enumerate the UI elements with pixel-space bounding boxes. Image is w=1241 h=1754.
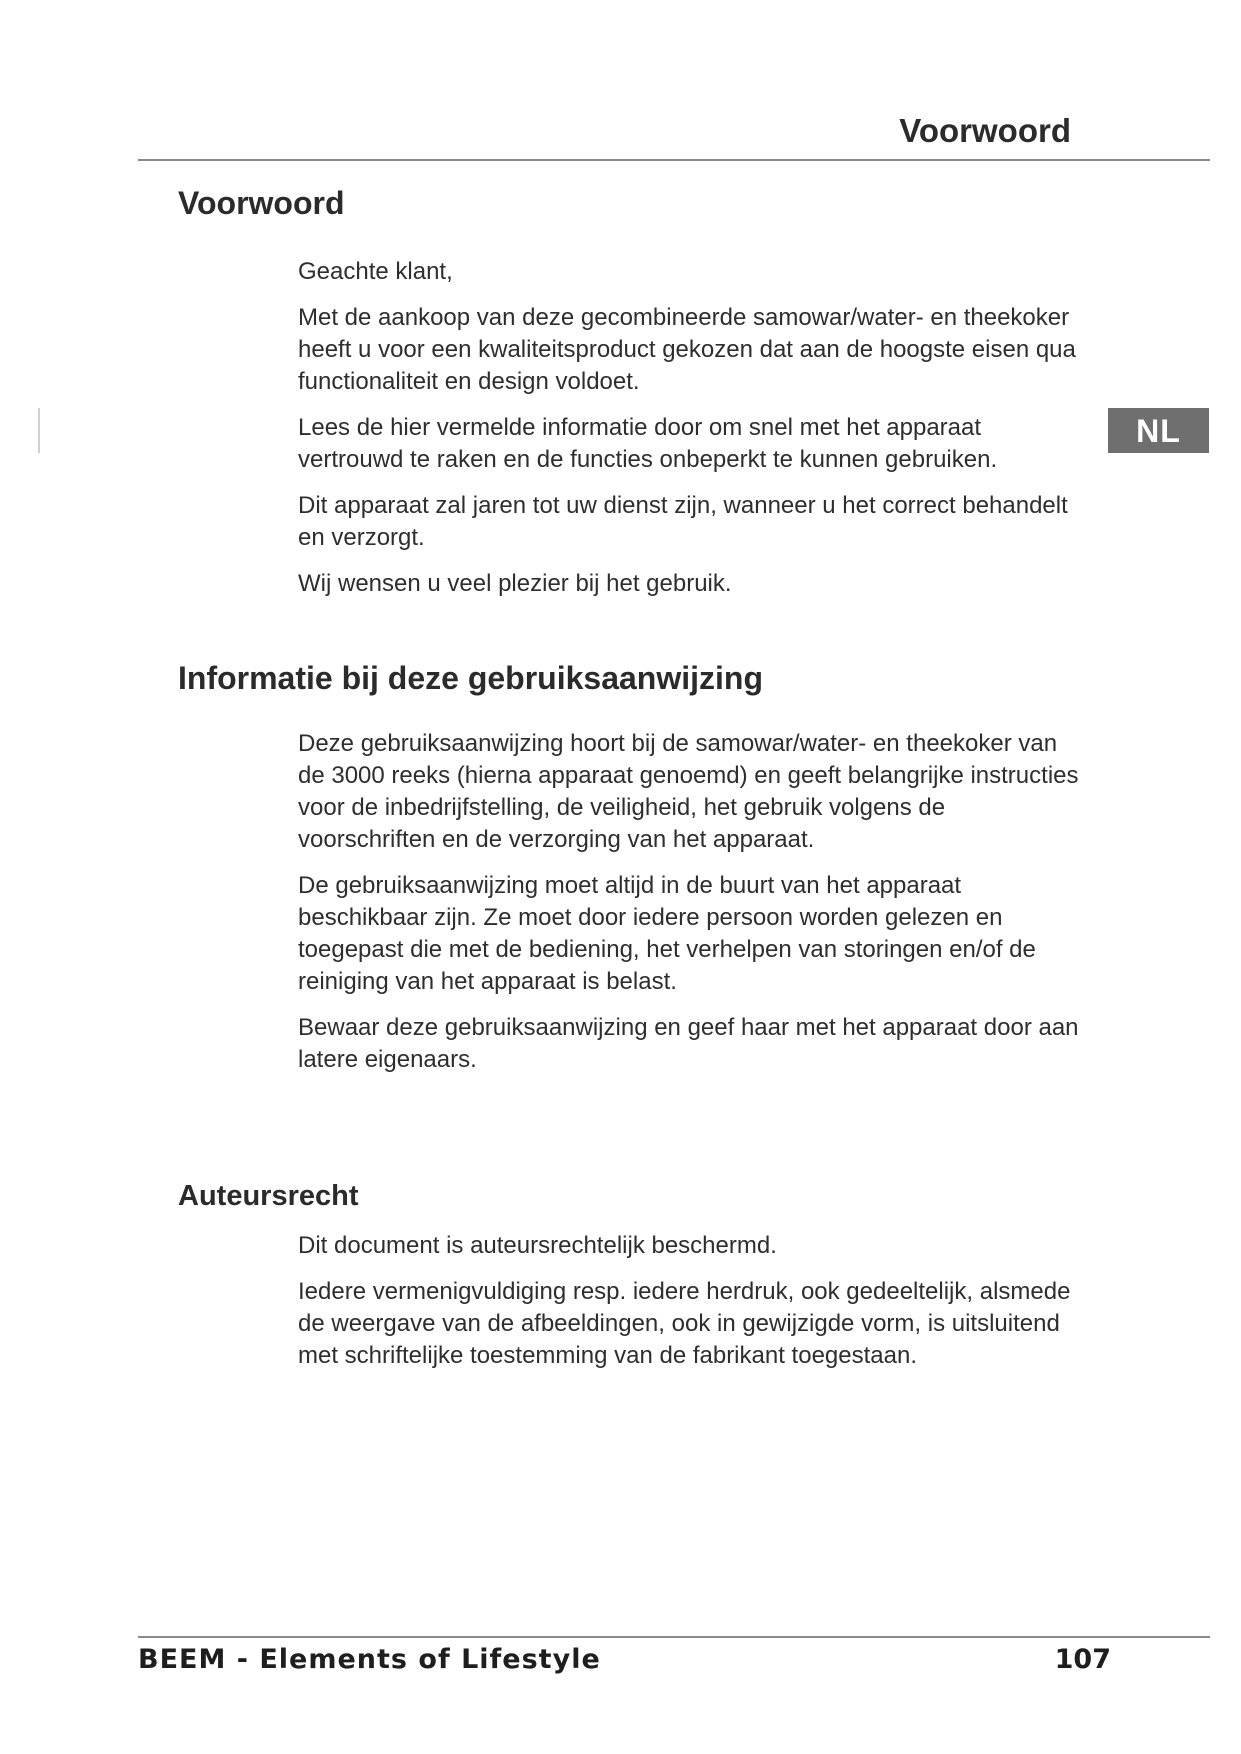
paragraph: Geachte klant,: [298, 258, 453, 285]
page-number: 107: [1054, 1644, 1111, 1675]
section-heading-informatie: Informatie bij deze gebruiksaanwijzing: [178, 660, 763, 696]
margin-mark: [38, 408, 40, 453]
paragraph: Iedere vermenigvuldiging resp. iedere herdruk, ook gedeeltelijk, alsmede de weergave van de afbeeldingen, ook in gewijzigde vorm, is uitsluitend met schriftelijke toestemming van de fabrikant toegestaan.: [298, 1278, 1071, 1369]
section-body-voorwoord: [298, 256, 1088, 614]
section-heading-voorwoord: Voorwoord: [178, 185, 345, 221]
paragraph: De gebruiksaanwijzing moet altijd in de buurt van het apparaat beschikbaar zijn. Ze moet door iedere persoon worden gelezen en toegepast die met de bediening, het verhelpen van storingen en/of de reiniging van het apparaat is belast.: [298, 872, 1036, 995]
paragraph: Lees de hier vermelde informatie door om snel met het apparaat vertrouwd te raken en de functies onbeperkt te kunnen gebruiken.: [298, 414, 998, 473]
footer-divider: [138, 1636, 1210, 1638]
section-heading-auteursrecht: Auteursrecht: [178, 1180, 359, 1212]
header-divider: [138, 159, 1210, 161]
paragraph: Wij wensen u veel plezier bij het gebruik.: [298, 570, 732, 597]
paragraph: Dit apparaat zal jaren tot uw dienst zijn, wanneer u het correct behandelt en verzorgt.: [298, 492, 1068, 551]
paragraph: Deze gebruiksaanwijzing hoort bij de samowar/water- en theekoker van de 3000 reeks (hierna apparaat genoemd) en geeft belangrijke instructies voor de inbedrijfstelling, de veiligheid, het gebruik volgens de voorschriften en de verzorging van het apparaat.: [298, 730, 1079, 853]
section-body-informatie: [298, 728, 1088, 1090]
paragraph: Dit document is auteursrechtelijk beschermd.: [298, 1232, 777, 1259]
footer-brand: BEEM - Elements of Lifestyle: [138, 1644, 601, 1675]
paragraph: Bewaar deze gebruiksaanwijzing en geef haar met het apparaat door aan latere eigenaars.: [298, 1014, 1079, 1073]
paragraph: Met de aankoop van deze gecombineerde samowar/water- en theekoker heeft u voor een kwaliteitsproduct gekozen dat aan de hoogste eisen qua functionaliteit en design voldoet.: [298, 304, 1076, 395]
section-body-auteursrecht: [298, 1230, 1088, 1386]
language-tab: NL: [1108, 408, 1209, 453]
page-header-title: Voorwoord: [899, 112, 1071, 149]
